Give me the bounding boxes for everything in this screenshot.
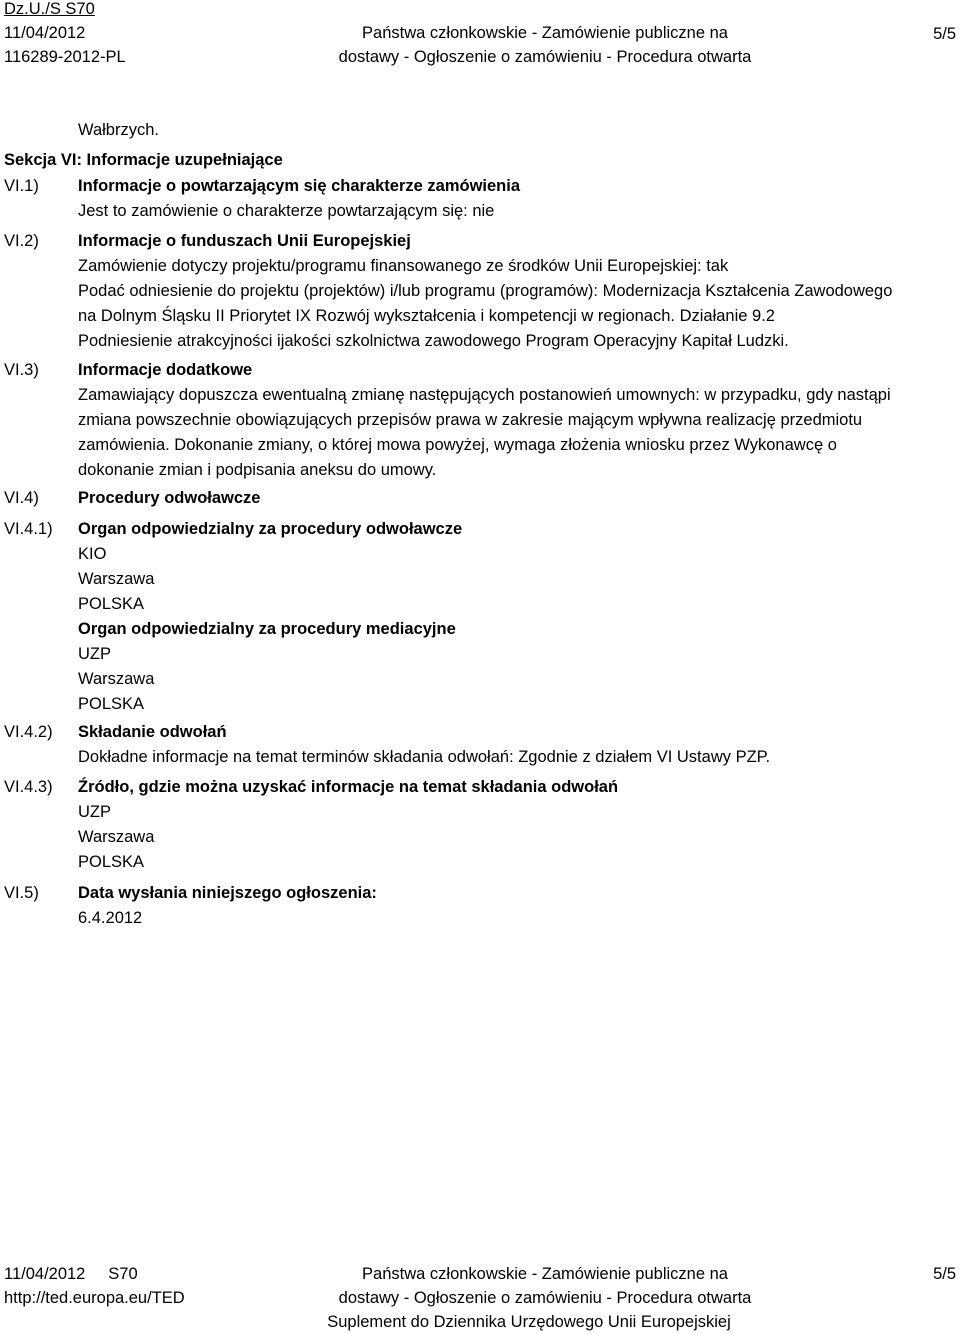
header-title-line2: dostawy - Ogłoszenie o zamówieniu - Procedura otwarta	[338, 48, 752, 66]
vi43-country: POLSKA	[78, 853, 145, 871]
vi5-label: VI.5)	[4, 884, 39, 902]
vi43-heading: Źródło, gdzie można uzyskać informacje na temat składania odwołań	[78, 778, 619, 796]
vi3-line1: Zamawiający dopuszcza ewentualną zmianę następujących postanowień umownych: w przypadku, gdy nastąpi	[78, 386, 891, 404]
vi1-block	[78, 174, 958, 224]
vi3-line2: zmiana powszechnie obowiązujących przepisów prawa w zakresie mającym wpływna realizację przedmiotu	[78, 411, 863, 429]
vi41-country: POLSKA	[78, 595, 145, 613]
footer-left	[4, 1262, 185, 1310]
vi1-text: Jest to zamówienie o charakterze powtarzającym się: nie	[78, 202, 495, 220]
header-title	[300, 0, 790, 69]
vi42-heading: Składanie odwołań	[78, 723, 227, 741]
page-header	[4, 0, 956, 70]
vi41-heading2: Organ odpowiedzialny za procedury mediacyjne	[78, 620, 456, 638]
vi43-label: VI.4.3)	[4, 778, 53, 796]
vi43-name: UZP	[78, 803, 111, 821]
vi3-line4: dokonanie zmian i podpisania aneksu do umowy.	[78, 461, 437, 479]
vi3-line3: zamówienia. Dokonanie zmiany, o której mowa powyżej, wymaga złożenia wniosku przez Wykonawcę o	[78, 436, 837, 454]
footer-date-series: 11/04/2012 S70	[4, 1265, 138, 1283]
vi4-label: VI.4)	[4, 489, 39, 507]
vi2-heading: Informacje o funduszach Unii Europejskiej	[78, 232, 411, 250]
top-line: Wałbrzych.	[78, 121, 159, 139]
vi3-block	[78, 358, 958, 483]
vi3-heading: Informacje dodatkowe	[78, 361, 253, 379]
section-title: Sekcja VI: Informacje uzupełniające	[4, 151, 283, 169]
vi2-label: VI.2)	[4, 232, 39, 250]
vi2-line2: Podać odniesienie do projektu (projektów) i/lub programu (programów): Modernizacja Kształcenia Zawodowego	[78, 282, 893, 300]
footer-title-line1: Państwa członkowskie - Zamówienie publiczne na	[362, 1265, 728, 1283]
vi1-label: VI.1)	[4, 177, 39, 195]
header-ref: 116289-2012-PL	[4, 48, 126, 66]
footer-title-line2: dostawy - Ogłoszenie o zamówieniu - Procedura otwarta	[338, 1289, 752, 1307]
vi3-label: VI.3)	[4, 361, 39, 379]
footer-supplement: Suplement do Dziennika Urzędowego Unii Europejskiej	[327, 1313, 731, 1331]
header-series: Dz.U./S S70	[4, 0, 95, 18]
vi2-line1: Zamówienie dotyczy projektu/programu finansowanego ze środków Unii Europejskiej: tak	[78, 257, 729, 275]
vi2-line4: Podniesienie atrakcyjności ijakości szkolnictwa zawodowego Program Operacyjny Kapitał Ludzki.	[78, 332, 789, 350]
vi43-city: Warszawa	[78, 828, 155, 846]
vi5-heading: Data wysłania niniejszego ogłoszenia:	[78, 884, 377, 902]
vi1-heading: Informacje o powtarzającym się charakterze zamówienia	[78, 177, 521, 195]
vi43-block	[78, 775, 958, 875]
vi42-label: VI.4.2)	[4, 723, 53, 741]
footer-page: 5/5	[933, 1265, 956, 1283]
vi42-block	[78, 720, 958, 770]
header-title-line1: Państwa członkowskie - Zamówienie publiczne na	[362, 24, 728, 42]
vi42-text: Dokładne informacje na temat terminów składania odwołań: Zgodnie z działem VI Ustawy PZP.	[78, 748, 771, 766]
vi2-block	[78, 229, 958, 354]
vi41-heading: Organ odpowiedzialny za procedury odwoławcze	[78, 520, 463, 538]
vi41-country2: POLSKA	[78, 695, 145, 713]
header-page: 5/5	[933, 25, 956, 43]
vi5-date: 6.4.2012	[78, 909, 143, 927]
header-date: 11/04/2012	[4, 24, 86, 42]
vi41-label: VI.4.1)	[4, 520, 53, 538]
vi41-city2: Warszawa	[78, 670, 155, 688]
header-left	[4, 0, 126, 69]
vi4-heading: Procedury odwoławcze	[78, 489, 261, 507]
page-footer	[4, 1262, 956, 1334]
vi2-line3: na Dolnym Śląsku II Priorytet IX Rozwój wykształcenia i kompetencji w regionach. Działanie 9.2	[78, 307, 775, 325]
vi5-block	[78, 881, 958, 931]
vi41-city: Warszawa	[78, 570, 155, 588]
vi41-name: KIO	[78, 545, 107, 563]
footer-title	[300, 1262, 790, 1310]
vi41-block	[78, 517, 958, 717]
vi41-name2: UZP	[78, 645, 111, 663]
footer-url[interactable]: http://ted.europa.eu/TED	[4, 1289, 185, 1307]
